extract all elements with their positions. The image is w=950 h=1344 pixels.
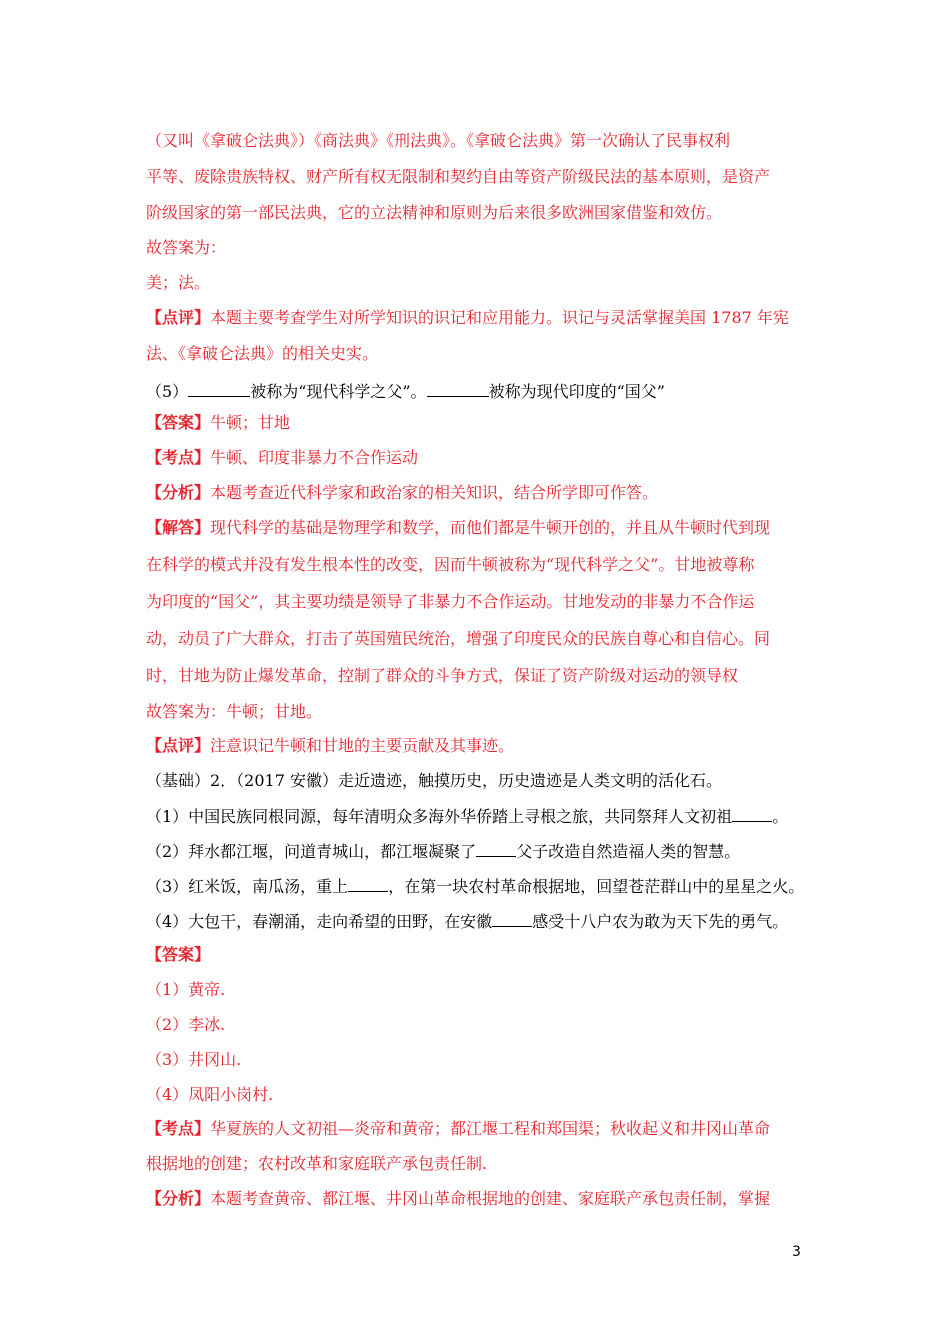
question-text: （2）拜水都江堰，问道青城山，都江堰凝聚了 bbox=[146, 842, 477, 861]
question-2-part bbox=[146, 875, 826, 897]
analysis-text: 本题考查近代科学家和政治家的相关知识，结合所学即可作答。 bbox=[210, 483, 659, 502]
point-tag: 【考点】 bbox=[146, 448, 211, 467]
point-line bbox=[146, 1119, 826, 1139]
answer-tag: 【答案】 bbox=[146, 413, 211, 432]
text-line: 故答案为： bbox=[146, 238, 227, 257]
answer-tag: 【答案】 bbox=[146, 945, 211, 964]
text-line: （又叫《拿破仑法典》）《商法典》《刑法典》。《拿破仑法典》第一次确认了民事权利 bbox=[146, 131, 731, 150]
answer-blank bbox=[732, 805, 772, 822]
answer-item: （2）李冰. bbox=[146, 1015, 226, 1034]
question-text: （1）中国民族同根同源，每年清明众多海外华侨踏上寻根之旅，共同祭拜人文初祖 bbox=[146, 807, 733, 826]
solution-tag: 【解答】 bbox=[146, 518, 211, 537]
point-tag: 【考点】 bbox=[146, 1119, 211, 1138]
question-text: ，在第一块农村革命根据地，回望苍茫群山中的星星之火。 bbox=[388, 877, 805, 896]
comment-text: 注意识记牛顿和甘地的主要贡献及其事迹。 bbox=[210, 736, 515, 755]
answer-blank bbox=[492, 910, 532, 927]
analysis-tag: 【分析】 bbox=[146, 483, 211, 502]
analysis-text: 本题考查黄帝、都江堰、井冈山革命根据地的创建、家庭联产承包责任制，掌握 bbox=[210, 1189, 771, 1208]
question-2-part bbox=[146, 910, 826, 932]
text-line: 阶级国家的第一部民法典，它的立法精神和原则为后来很多欧洲国家借鉴和效仿。 bbox=[146, 203, 723, 222]
solution-line: 在科学的模式并没有发生根本性的改变，因而牛顿被称为“现代科学之父”。甘地被尊称 bbox=[146, 555, 755, 574]
question-text: 父子改造自然造福人类的智慧。 bbox=[516, 842, 741, 861]
solution-line bbox=[146, 518, 826, 538]
answer-item: （3）井冈山. bbox=[146, 1050, 242, 1069]
question-2-part bbox=[146, 805, 826, 827]
comment-tag: 【点评】 bbox=[146, 308, 211, 327]
comment-line bbox=[146, 308, 826, 328]
page-number: 3 bbox=[792, 1244, 801, 1260]
solution-line: 为印度的“国父”，其主要功绩是领导了非暴力不合作运动。甘地发动的非暴力不合作运 bbox=[146, 592, 755, 611]
point-text: 华夏族的人文初祖—炎帝和黄帝；都江堰工程和郑国渠；秋收起义和井冈山革命 bbox=[210, 1119, 771, 1138]
question-text: （3）红米饭，南瓜汤，重上 bbox=[146, 877, 349, 896]
point-line bbox=[146, 448, 826, 468]
analysis-tag: 【分析】 bbox=[146, 1189, 211, 1208]
solution-text: 现代科学的基础是物理学和数学，而他们都是牛顿开创的，并且从牛顿时代到现 bbox=[210, 518, 771, 537]
answer-blank bbox=[348, 875, 388, 892]
question-text: （4）大包干，春潮涌，走向希望的田野，在安徽 bbox=[146, 912, 493, 931]
answer-blank bbox=[427, 380, 489, 397]
text-line: 美；法。 bbox=[146, 273, 211, 292]
answer-blank bbox=[476, 840, 516, 857]
comment-tag: 【点评】 bbox=[146, 736, 211, 755]
point-text: 牛顿、印度非暴力不合作运动 bbox=[210, 448, 419, 467]
solution-line: 动，动员了广大群众，打击了英国殖民统治，增强了印度民众的民族自尊心和自信心。同 bbox=[146, 629, 771, 648]
question-text: 感受十八户农为敢为天下先的勇气。 bbox=[532, 912, 789, 931]
question-2-part bbox=[146, 840, 826, 862]
answer-text: 牛顿；甘地 bbox=[210, 413, 291, 432]
point-line: 根据地的创建；农村改革和家庭联产承包责任制. bbox=[146, 1154, 488, 1173]
question-number: （5） bbox=[146, 382, 189, 401]
question-text: 。 bbox=[772, 807, 789, 826]
solution-line: 故答案为：牛顿；甘地。 bbox=[146, 702, 323, 721]
text-line: 平等、废除贵族特权、财产所有权无限制和契约自由等资产阶级民法的基本原则，是资产 bbox=[146, 167, 771, 186]
answer-item: （1）黄帝. bbox=[146, 980, 226, 999]
answer-line bbox=[146, 413, 826, 433]
answer-item: （4）凤阳小岗村. bbox=[146, 1085, 274, 1104]
comment-text: 本题主要考查学生对所学知识的识记和应用能力。识记与灵活掌握美国 1787 年宪 bbox=[210, 308, 789, 327]
answer-blank bbox=[188, 380, 250, 397]
solution-line: 时，甘地为防止爆发革命，控制了群众的斗争方式，保证了资产阶级对运动的领导权 bbox=[146, 666, 739, 685]
question-text: 被称为“现代科学之父”。 bbox=[250, 382, 427, 401]
analysis-line bbox=[146, 483, 826, 503]
question-5 bbox=[146, 380, 826, 402]
comment-line: 法、《拿破仑法典》的相关史实。 bbox=[146, 344, 379, 363]
comment-line bbox=[146, 736, 826, 756]
analysis-line bbox=[146, 1189, 826, 1209]
question-text: 被称为现代印度的“国父” bbox=[488, 382, 665, 401]
question-2-stem: （基础）2．（2017 安徽）走近遗迹，触摸历史，历史遗迹是人类文明的活化石。 bbox=[146, 771, 722, 790]
